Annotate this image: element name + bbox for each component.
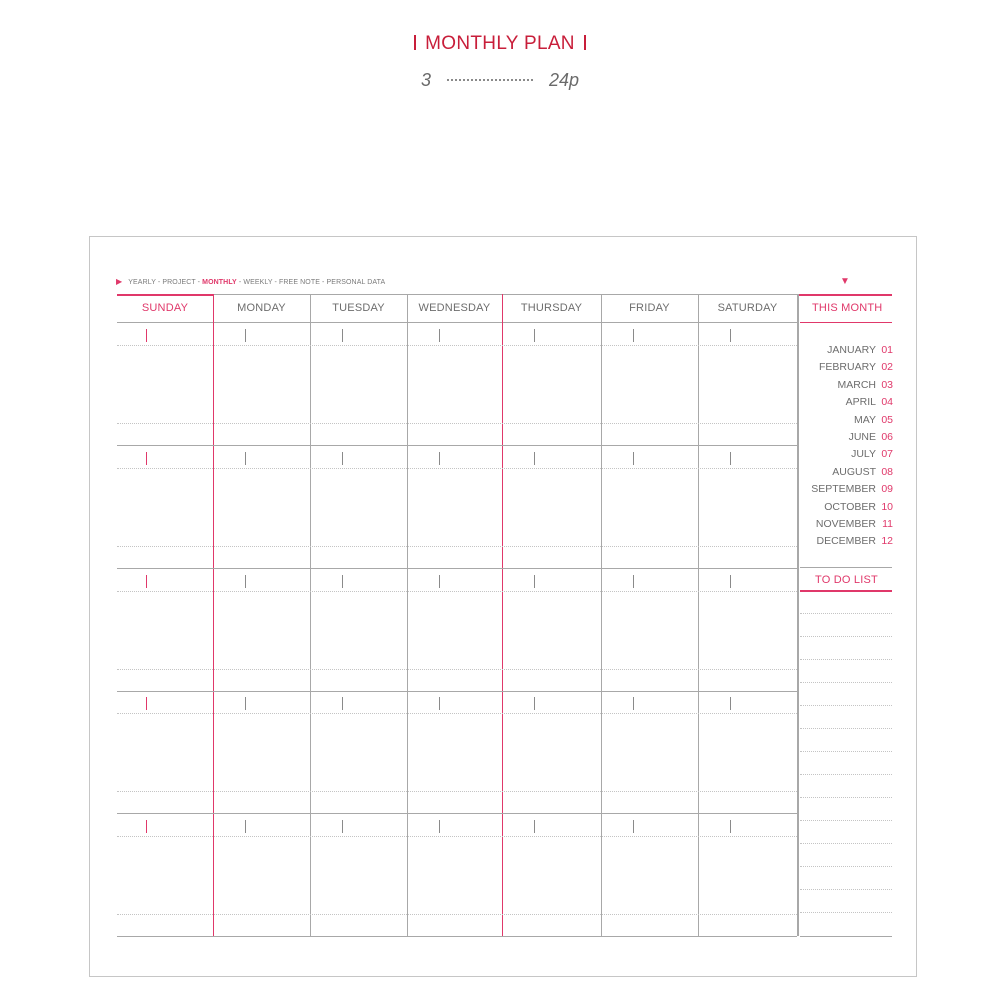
day-header-saturday: SATURDAY — [717, 302, 778, 314]
todo-line[interactable] — [800, 728, 892, 729]
month-name: NOVEMBER — [815, 518, 876, 530]
sidebar-header-line — [800, 322, 892, 323]
date-marker — [146, 575, 147, 588]
date-marker — [730, 697, 731, 710]
month-number: 05 — [881, 413, 893, 426]
nav-item-personal-data[interactable]: PERSONAL DATA — [326, 279, 386, 286]
section-nav — [116, 277, 385, 286]
month-index-june[interactable] — [798, 431, 893, 448]
todo-list-label: TO DO LIST — [815, 574, 878, 586]
week-bottom-line — [117, 691, 797, 692]
date-marker — [633, 697, 634, 710]
date-marker — [245, 697, 246, 710]
month-name: MARCH — [837, 378, 876, 391]
month-name: FEBRUARY — [819, 361, 876, 374]
page-range-dots — [447, 79, 533, 81]
week-date-line — [117, 591, 797, 592]
date-marker — [245, 575, 246, 588]
nav-item-monthly[interactable]: MONTHLY — [202, 279, 237, 286]
nav-separator: - — [272, 279, 280, 286]
week-note-line — [117, 546, 797, 547]
todo-line[interactable] — [800, 636, 892, 637]
date-marker — [439, 329, 440, 342]
month-name: JULY — [851, 448, 876, 461]
nav-separator: - — [155, 279, 163, 286]
nav-separator: - — [236, 279, 244, 286]
column-line — [407, 294, 408, 936]
week-note-line — [117, 423, 797, 424]
page-title-text: MONTHLY PLAN — [425, 33, 575, 54]
week-date-line — [117, 836, 797, 837]
month-index-august[interactable] — [798, 466, 893, 483]
todo-line[interactable] — [800, 866, 892, 867]
month-number: 02 — [881, 361, 893, 374]
column-line — [213, 294, 214, 936]
month-number: 08 — [881, 465, 893, 478]
date-marker — [730, 452, 731, 465]
week-note-line — [117, 791, 797, 792]
sidebar-top-accent — [797, 294, 892, 296]
month-name: JUNE — [848, 431, 876, 443]
day-header-wednesday: WEDNESDAY — [418, 302, 491, 314]
date-marker — [342, 329, 343, 342]
date-marker — [146, 329, 147, 342]
date-marker — [534, 575, 535, 588]
this-month-label: THIS MONTH — [812, 302, 883, 314]
header-top-line — [117, 294, 797, 295]
this-month-marker-icon: ▼ — [840, 276, 850, 287]
month-number: 07 — [881, 448, 893, 461]
date-marker — [342, 452, 343, 465]
month-name: MAY — [854, 413, 876, 426]
todo-line[interactable] — [800, 912, 892, 913]
page-range — [0, 70, 1000, 91]
title-bar-left — [414, 35, 416, 50]
column-line — [502, 294, 503, 936]
month-index-february[interactable] — [798, 361, 893, 378]
nav-item-project[interactable]: PROJECT — [162, 279, 196, 286]
todo-line[interactable] — [800, 843, 892, 844]
nav-item-weekly[interactable]: WEEKLY — [243, 279, 273, 286]
todo-line[interactable] — [800, 797, 892, 798]
header-bottom-line — [117, 322, 797, 323]
nav-separator: - — [320, 279, 327, 286]
todo-line[interactable] — [800, 774, 892, 775]
sunday-top-accent — [117, 294, 213, 296]
todo-line[interactable] — [800, 705, 892, 706]
sidebar-divider — [800, 567, 892, 568]
date-marker — [146, 697, 147, 710]
nav-item-yearly[interactable]: YEARLY — [128, 279, 156, 286]
date-marker — [245, 452, 246, 465]
week-date-line — [117, 713, 797, 714]
week-bottom-line — [117, 813, 797, 814]
todo-line[interactable] — [800, 889, 892, 890]
date-marker — [146, 820, 147, 833]
nav-arrow-icon: ▶ — [116, 277, 123, 286]
month-index-april[interactable] — [798, 396, 893, 413]
page-range-end: 24p — [548, 70, 580, 90]
day-header-monday: MONDAY — [237, 302, 286, 314]
date-marker — [342, 820, 343, 833]
week-bottom-line — [117, 445, 797, 446]
date-marker — [245, 820, 246, 833]
month-index-september[interactable] — [798, 483, 893, 500]
month-number: 04 — [881, 396, 893, 409]
date-marker — [439, 820, 440, 833]
page-title — [0, 33, 1000, 55]
date-marker — [534, 329, 535, 342]
month-number: 01 — [881, 344, 893, 356]
date-marker — [730, 329, 731, 342]
month-name: JANUARY — [827, 344, 876, 356]
month-index-december[interactable] — [798, 535, 893, 552]
date-marker — [439, 575, 440, 588]
date-marker — [342, 697, 343, 710]
month-index-november[interactable] — [798, 518, 893, 535]
month-number: 12 — [881, 535, 893, 548]
nav-separator: - — [195, 279, 203, 286]
date-marker — [534, 697, 535, 710]
todo-header-line — [800, 590, 892, 592]
week-date-line — [117, 345, 797, 346]
todo-line[interactable] — [800, 613, 892, 614]
day-header-friday: FRIDAY — [629, 302, 670, 314]
day-header-thursday: THURSDAY — [520, 302, 583, 314]
month-number: 10 — [881, 500, 893, 513]
date-marker — [245, 329, 246, 342]
todo-line[interactable] — [800, 751, 892, 752]
date-marker — [439, 452, 440, 465]
date-marker — [146, 452, 147, 465]
week-date-line — [117, 468, 797, 469]
month-name: AUGUST — [832, 465, 876, 478]
month-number: 03 — [881, 378, 893, 391]
column-line — [698, 294, 699, 936]
month-number: 11 — [882, 518, 893, 530]
date-marker — [534, 820, 535, 833]
week-bottom-line — [117, 936, 797, 937]
nav-item-free-note[interactable]: FREE NOTE — [279, 279, 320, 286]
date-marker — [342, 575, 343, 588]
date-marker — [730, 575, 731, 588]
week-bottom-line — [117, 568, 797, 569]
day-header-sunday: SUNDAY — [141, 302, 189, 314]
month-number: 06 — [881, 431, 893, 443]
column-line — [310, 294, 311, 936]
todo-line[interactable] — [800, 820, 892, 821]
week-note-line — [117, 914, 797, 915]
month-index-january[interactable] — [798, 344, 893, 361]
date-marker — [633, 452, 634, 465]
month-name: DECEMBER — [816, 535, 876, 548]
todo-line[interactable] — [800, 682, 892, 683]
date-marker — [439, 697, 440, 710]
week-note-line — [117, 669, 797, 670]
date-marker — [633, 820, 634, 833]
month-index-july[interactable] — [798, 448, 893, 465]
title-bar-right — [584, 35, 586, 50]
date-marker — [633, 329, 634, 342]
day-header-tuesday: TUESDAY — [332, 302, 385, 314]
month-index-may[interactable] — [798, 414, 893, 431]
date-marker — [730, 820, 731, 833]
month-number: 09 — [881, 483, 893, 496]
month-index-march[interactable] — [798, 379, 893, 396]
date-marker — [633, 575, 634, 588]
page-range-start: 3 — [420, 70, 431, 90]
todo-line[interactable] — [800, 659, 892, 660]
month-name: OCTOBER — [824, 500, 876, 513]
month-name: APRIL — [845, 396, 876, 409]
column-line — [601, 294, 602, 936]
sidebar-bottom-line — [800, 936, 892, 937]
date-marker — [534, 452, 535, 465]
month-index-october[interactable] — [798, 501, 893, 518]
month-name: SEPTEMBER — [811, 483, 876, 496]
